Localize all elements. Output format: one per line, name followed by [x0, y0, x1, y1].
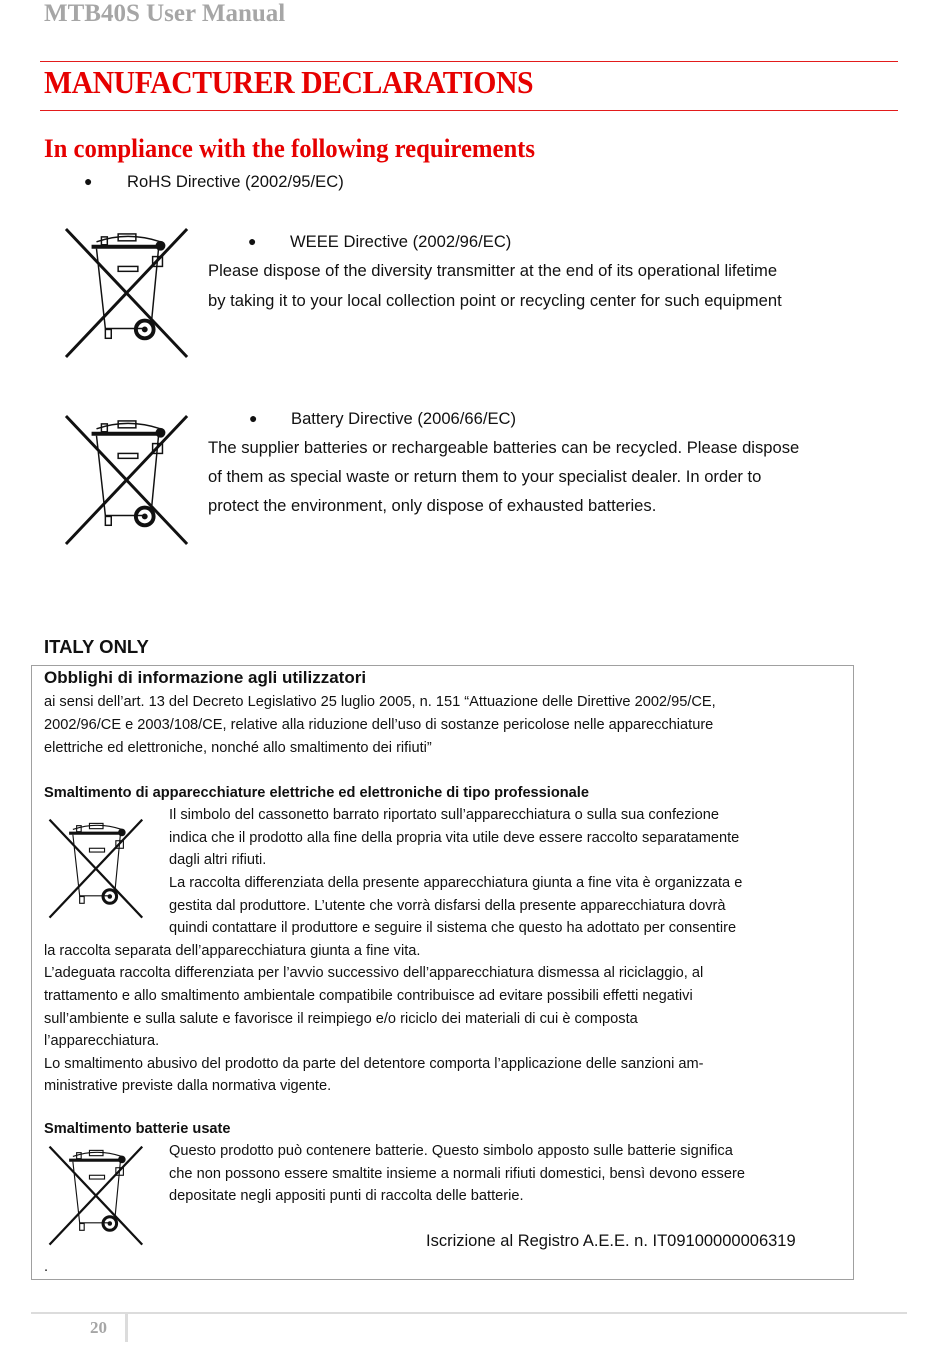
page-number: 20 [90, 1318, 107, 1337]
intro-line: 2002/96/CE e 2003/108/CE, relative alla riduzione dell’uso di sostanze pericolose nelle apparecchiature [44, 717, 714, 733]
text-line: dagli altri rifiuti. [169, 852, 267, 868]
divider [40, 110, 898, 111]
bullet: ● [84, 173, 93, 189]
text-line: depositate negli appositi punti di raccolta delle batterie. [169, 1188, 524, 1204]
text-line: trattamento e allo smaltimento ambientale compatibile contribuisce ad evitare possibili effetti negativi [44, 988, 693, 1004]
battery-disposal-heading: Smaltimento batterie usate [44, 1121, 231, 1137]
bullet: ● [248, 233, 257, 249]
text-line: La raccolta differenziata della presente apparecchiatura giunta a fine vita è organizzata e [169, 875, 743, 891]
crossed-bin-icon [48, 818, 146, 920]
trailing-dot: . [44, 1259, 49, 1275]
text-line: sull’ambiente e sulla salute e favorisce il reimpiego e/o riciclo dei materiali di cui è composta [44, 1011, 638, 1027]
crossed-bin-icon [48, 1145, 146, 1247]
subtitle: In compliance with the following requirements [44, 134, 536, 163]
weee-text-line: Please dispose of the diversity transmitter at the end of its operational lifetime [208, 261, 778, 280]
text-line: Lo smaltimento abusivo del prodotto da parte del detentore comporta l’applicazione delle sanzioni am- [44, 1056, 704, 1072]
battery-text-line: protect the environment, only dispose of exhausted batteries. [208, 496, 657, 515]
italy-heading: Obblighi di informazione agli utilizzatori [44, 668, 367, 687]
battery-text-line: The supplier batteries or rechargeable batteries can be recycled. Please dispose [208, 438, 800, 457]
crossed-bin-icon [64, 413, 192, 548]
italy-only-label: ITALY ONLY [44, 636, 149, 657]
text-line: quindi contattare il produttore e seguire il sistema che questo ha adottato per consentire [169, 920, 737, 936]
text-line: indica che il prodotto alla fine della propria vita utile deve essere raccolto separatamente [169, 830, 740, 846]
weee-title: WEEE Directive (2002/96/EC) [290, 232, 512, 251]
text-line: gestita dal produttore. L’utente che vorrà disfarsi della presente apparecchiatura dovrà [169, 898, 726, 914]
crossed-bin-icon [64, 226, 192, 361]
battery-text-line: of them as special waste or return them to your specialist dealer. In order to [208, 467, 762, 486]
bullet: ● [249, 410, 258, 426]
intro-line: ai sensi dell’art. 13 del Decreto Legislativo 25 luglio 2005, n. 151 “Attuazione delle Direttive 2002/95/CE, [44, 694, 716, 710]
professional-disposal-heading: Smaltimento di apparecchiature elettriche ed elettroniche di tipo professionale [44, 785, 589, 801]
document-header: MTB40S User Manual [44, 0, 286, 27]
footer-rule [31, 1312, 907, 1314]
text-line: Il simbolo del cassonetto barrato riportato sull’apparecchiatura o sulla sua confezione [169, 807, 720, 823]
divider [40, 61, 898, 62]
text-line: L’adeguata raccolta differenziata per l’avvio successivo dell’apparecchiatura dismessa al riciclaggio, al [44, 965, 704, 981]
rohs-item: RoHS Directive (2002/95/EC) [127, 172, 344, 191]
text-line: Questo prodotto può contenere batterie. Questo simbolo apposto sulle batterie significa [169, 1143, 733, 1159]
page-number-bar [125, 1314, 128, 1342]
text-line: la raccolta separata dell’apparecchiatura giunta a fine vita. [44, 943, 421, 959]
registry-number: Iscrizione al Registro A.E.E. n. IT09100000006319 [426, 1232, 796, 1250]
text-line: l’apparecchiatura. [44, 1033, 160, 1049]
weee-text-line: by taking it to your local collection point or recycling center for such equipment [208, 291, 782, 310]
text-line: ministrative previste dalla normativa vigente. [44, 1078, 332, 1094]
battery-title: Battery Directive (2006/66/EC) [291, 409, 517, 428]
intro-line: elettriche ed elettroniche, nonché allo smaltimento dei rifiuti” [44, 740, 432, 756]
text-line: che non possono essere smaltite insieme a normali rifiuti domestici, bensì devono essere [169, 1166, 745, 1182]
section-title: MANUFACTURER DECLARATIONS [44, 64, 534, 100]
